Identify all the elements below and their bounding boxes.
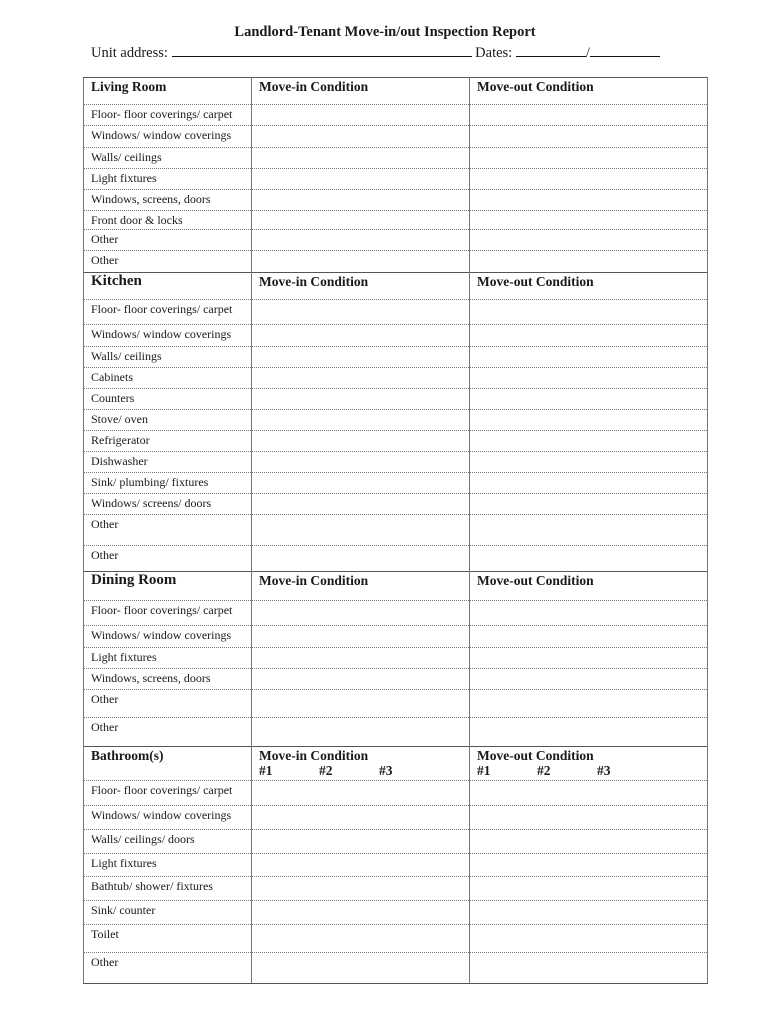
item-row <box>84 626 708 648</box>
item-label: Other <box>84 953 252 984</box>
move-out-date-field[interactable] <box>590 42 660 57</box>
move-out-condition-cell[interactable] <box>470 648 708 669</box>
item-row <box>84 211 708 230</box>
move-in-condition-cell[interactable] <box>252 126 470 148</box>
item-label: Windows, screens, doors <box>84 669 252 690</box>
move-out-condition-cell[interactable] <box>470 601 708 626</box>
item-label: Light fixtures <box>84 648 252 669</box>
item-label: Light fixtures <box>84 169 252 190</box>
move-out-condition-cell[interactable] <box>470 953 708 984</box>
item-label: Light fixtures <box>84 854 252 877</box>
move-in-label: Move-in Condition <box>259 79 369 94</box>
move-in-condition-cell[interactable] <box>252 626 470 648</box>
item-row <box>84 690 708 718</box>
item-row <box>84 601 708 626</box>
move-in-condition-cell[interactable] <box>252 806 470 830</box>
move-out-condition-cell[interactable] <box>470 410 708 431</box>
move-in-date-field[interactable] <box>516 42 586 57</box>
move-in-condition-cell[interactable] <box>252 953 470 984</box>
item-label: Bathtub/ shower/ fixtures <box>84 877 252 901</box>
address-dates-line <box>91 42 660 62</box>
item-label: Windows/ window coverings <box>84 806 252 830</box>
move-in-label: Move-in Condition <box>259 573 369 588</box>
item-label: Floor- floor coverings/ carpet <box>84 781 252 806</box>
move-out-condition-cell[interactable] <box>470 300 708 325</box>
move-out-condition-cell[interactable] <box>470 806 708 830</box>
item-row <box>84 169 708 190</box>
item-label: Windows/ window coverings <box>84 626 252 648</box>
move-out-condition-cell[interactable] <box>470 546 708 572</box>
item-row <box>84 190 708 211</box>
move-out-condition-cell[interactable] <box>470 877 708 901</box>
bathroom-number: #2 <box>537 763 551 778</box>
move-in-header <box>252 78 470 105</box>
item-row <box>84 410 708 431</box>
item-label: Dishwasher <box>84 452 252 473</box>
item-label: Sink/ counter <box>84 901 252 925</box>
section-header-row <box>84 273 708 300</box>
move-in-condition-cell[interactable] <box>252 901 470 925</box>
move-out-condition-cell[interactable] <box>470 230 708 251</box>
item-label: Other <box>84 690 252 718</box>
item-label: Toilet <box>84 925 252 953</box>
move-out-label: Move-out Condition <box>477 274 594 289</box>
item-row <box>84 148 708 169</box>
move-in-condition-cell[interactable] <box>252 494 470 515</box>
item-row <box>84 126 708 148</box>
item-row <box>84 901 708 925</box>
move-in-condition-cell[interactable] <box>252 854 470 877</box>
move-in-condition-cell[interactable] <box>252 669 470 690</box>
move-out-header <box>470 747 708 781</box>
item-row <box>84 854 708 877</box>
move-out-condition-cell[interactable] <box>470 626 708 648</box>
move-in-condition-cell[interactable] <box>252 230 470 251</box>
move-out-condition-cell[interactable] <box>470 669 708 690</box>
dates-separator: / <box>585 45 590 61</box>
item-row <box>84 877 708 901</box>
move-out-condition-cell[interactable] <box>470 781 708 806</box>
move-in-condition-cell[interactable] <box>252 431 470 452</box>
item-label: Windows/ window coverings <box>84 126 252 148</box>
item-row <box>84 648 708 669</box>
item-label: Other <box>84 718 252 747</box>
move-in-condition-cell[interactable] <box>252 648 470 669</box>
move-in-condition-cell[interactable] <box>252 410 470 431</box>
item-row <box>84 389 708 410</box>
section-header-row <box>84 78 708 105</box>
item-label: Sink/ plumbing/ fixtures <box>84 473 252 494</box>
section-title: Bathroom(s) <box>84 747 252 781</box>
move-in-condition-cell[interactable] <box>252 601 470 626</box>
move-in-condition-cell[interactable] <box>252 830 470 854</box>
move-out-condition-cell[interactable] <box>470 515 708 546</box>
move-in-condition-cell[interactable] <box>252 251 470 273</box>
move-out-condition-cell[interactable] <box>470 431 708 452</box>
move-out-header <box>470 273 708 300</box>
item-row <box>84 473 708 494</box>
move-in-condition-cell[interactable] <box>252 389 470 410</box>
move-in-header <box>252 273 470 300</box>
move-out-header <box>470 572 708 601</box>
item-row <box>84 251 708 273</box>
move-in-condition-cell[interactable] <box>252 211 470 230</box>
move-in-label: Move-in Condition <box>259 274 369 289</box>
section-title: Living Room <box>84 78 252 105</box>
move-in-condition-cell[interactable] <box>252 169 470 190</box>
move-out-condition-cell[interactable] <box>470 251 708 273</box>
item-label: Windows, screens, doors <box>84 190 252 211</box>
move-in-condition-cell[interactable] <box>252 105 470 126</box>
item-label: Counters <box>84 389 252 410</box>
item-row <box>84 325 708 347</box>
item-label: Windows/ window coverings <box>84 325 252 347</box>
move-in-condition-cell[interactable] <box>252 718 470 747</box>
item-label: Windows/ screens/ doors <box>84 494 252 515</box>
item-row <box>84 718 708 747</box>
move-out-condition-cell[interactable] <box>470 105 708 126</box>
item-label: Floor- floor coverings/ carpet <box>84 105 252 126</box>
item-row <box>84 830 708 854</box>
move-out-condition-cell[interactable] <box>470 169 708 190</box>
move-in-condition-cell[interactable] <box>252 546 470 572</box>
move-out-label: Move-out Condition <box>477 748 594 763</box>
move-out-header <box>470 78 708 105</box>
bathroom-number: #3 <box>379 763 393 778</box>
item-label: Walls/ ceilings/ doors <box>84 830 252 854</box>
item-label: Other <box>84 515 252 546</box>
page-title: Landlord-Tenant Move-in/out Inspection Report <box>234 24 536 40</box>
move-out-condition-cell[interactable] <box>470 126 708 148</box>
move-out-condition-cell[interactable] <box>470 494 708 515</box>
move-in-condition-cell[interactable] <box>252 347 470 368</box>
item-row <box>84 806 708 830</box>
move-in-condition-cell[interactable] <box>252 925 470 953</box>
move-out-condition-cell[interactable] <box>470 452 708 473</box>
move-out-condition-cell[interactable] <box>470 190 708 211</box>
section-title: Dining Room <box>84 572 252 601</box>
item-row <box>84 925 708 953</box>
move-out-condition-cell[interactable] <box>470 325 708 347</box>
item-row <box>84 368 708 389</box>
move-in-header <box>252 747 470 781</box>
move-out-condition-cell[interactable] <box>470 925 708 953</box>
section-header-row <box>84 747 708 781</box>
bathroom-number: #2 <box>319 763 333 778</box>
move-out-condition-cell[interactable] <box>470 854 708 877</box>
bathroom-number: #3 <box>597 763 611 778</box>
move-out-numbers <box>477 763 707 778</box>
item-row <box>84 781 708 806</box>
item-row <box>84 546 708 572</box>
move-out-condition-cell[interactable] <box>470 830 708 854</box>
item-row <box>84 105 708 126</box>
move-out-condition-cell[interactable] <box>470 148 708 169</box>
move-in-condition-cell[interactable] <box>252 148 470 169</box>
move-out-condition-cell[interactable] <box>470 901 708 925</box>
item-row <box>84 515 708 546</box>
move-in-condition-cell[interactable] <box>252 515 470 546</box>
item-label: Floor- floor coverings/ carpet <box>84 300 252 325</box>
item-row <box>84 452 708 473</box>
bathroom-number: #1 <box>477 763 491 778</box>
item-row <box>84 230 708 251</box>
section-title: Kitchen <box>84 273 252 300</box>
move-in-condition-cell[interactable] <box>252 300 470 325</box>
item-label: Stove/ oven <box>84 410 252 431</box>
item-label: Other <box>84 230 252 251</box>
item-label: Walls/ ceilings <box>84 347 252 368</box>
move-in-condition-cell[interactable] <box>252 368 470 389</box>
item-row <box>84 494 708 515</box>
move-in-header <box>252 572 470 601</box>
move-in-condition-cell[interactable] <box>252 325 470 347</box>
unit-address-label: Unit address: <box>91 45 168 61</box>
move-out-label: Move-out Condition <box>477 79 594 94</box>
move-out-condition-cell[interactable] <box>470 368 708 389</box>
item-label: Cabinets <box>84 368 252 389</box>
item-label: Other <box>84 251 252 273</box>
bathroom-number: #1 <box>259 763 273 778</box>
move-out-condition-cell[interactable] <box>470 718 708 747</box>
item-label: Refrigerator <box>84 431 252 452</box>
item-label: Floor- floor coverings/ carpet <box>84 601 252 626</box>
move-in-label: Move-in Condition <box>259 748 369 763</box>
move-in-condition-cell[interactable] <box>252 452 470 473</box>
move-in-condition-cell[interactable] <box>252 473 470 494</box>
move-in-condition-cell[interactable] <box>252 190 470 211</box>
item-label: Walls/ ceilings <box>84 148 252 169</box>
move-in-condition-cell[interactable] <box>252 690 470 718</box>
move-out-condition-cell[interactable] <box>470 473 708 494</box>
item-row <box>84 347 708 368</box>
item-label: Other <box>84 546 252 572</box>
item-row <box>84 669 708 690</box>
move-in-numbers <box>259 763 469 778</box>
inspection-table <box>83 77 708 984</box>
item-row <box>84 953 708 984</box>
move-in-condition-cell[interactable] <box>252 877 470 901</box>
move-out-condition-cell[interactable] <box>470 211 708 230</box>
move-in-condition-cell[interactable] <box>252 781 470 806</box>
unit-address-field[interactable] <box>172 42 472 57</box>
move-out-condition-cell[interactable] <box>470 690 708 718</box>
item-row <box>84 300 708 325</box>
item-label: Front door & locks <box>84 211 252 230</box>
move-out-condition-cell[interactable] <box>470 347 708 368</box>
section-header-row <box>84 572 708 601</box>
dates-label: Dates: <box>475 45 513 61</box>
move-out-condition-cell[interactable] <box>470 389 708 410</box>
move-out-label: Move-out Condition <box>477 573 594 588</box>
item-row <box>84 431 708 452</box>
